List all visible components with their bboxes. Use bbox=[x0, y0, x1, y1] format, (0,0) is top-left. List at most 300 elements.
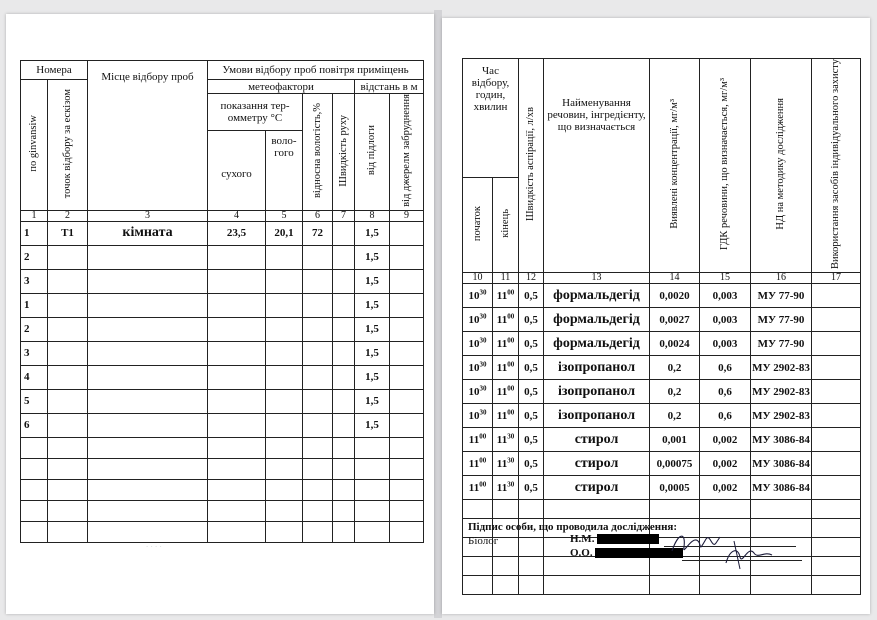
empty-cell bbox=[333, 458, 355, 479]
empty-cell bbox=[493, 500, 519, 519]
start-minute: 30 bbox=[479, 287, 487, 296]
empty-row bbox=[21, 458, 424, 479]
empty-cell bbox=[48, 437, 88, 458]
row-number: 2 bbox=[21, 245, 48, 269]
start-minute: 00 bbox=[479, 431, 487, 440]
dry-temperature bbox=[208, 245, 266, 269]
relative-humidity bbox=[303, 389, 333, 413]
column-number: 10 bbox=[463, 273, 493, 284]
empty-cell bbox=[355, 521, 390, 542]
header-found-conc: Виявлені концентрації, мг/м³ bbox=[668, 99, 680, 229]
empty-cell bbox=[700, 576, 751, 595]
empty-cell bbox=[390, 500, 424, 521]
ppe-usage bbox=[812, 356, 861, 380]
column-number: 4 bbox=[208, 210, 266, 221]
column-number: 5 bbox=[266, 210, 303, 221]
empty-cell bbox=[208, 458, 266, 479]
left-page bbox=[6, 14, 434, 614]
method-document: МУ 3086-84 bbox=[751, 452, 812, 476]
ppe-usage bbox=[812, 332, 861, 356]
empty-cell bbox=[519, 557, 544, 576]
dry-temperature bbox=[208, 293, 266, 317]
distance-from-source bbox=[390, 245, 424, 269]
air-speed bbox=[333, 221, 355, 245]
aspiration-speed: 0,5 bbox=[519, 428, 544, 452]
header-numbers: Номера bbox=[21, 61, 88, 80]
distance-from-source bbox=[390, 221, 424, 245]
row-number: 3 bbox=[21, 269, 48, 293]
row-number: 3 bbox=[21, 341, 48, 365]
method-document: МУ 77-90 bbox=[751, 332, 812, 356]
dry-temperature bbox=[208, 389, 266, 413]
result-row bbox=[463, 452, 861, 476]
signer-initials-1: Н.М. bbox=[570, 533, 595, 545]
gdk-value: 0,002 bbox=[700, 452, 751, 476]
empty-cell bbox=[48, 479, 88, 500]
height-from-floor: 1,5 bbox=[355, 413, 390, 437]
sampling-place bbox=[88, 245, 208, 269]
empty-cell bbox=[650, 576, 700, 595]
wet-temperature bbox=[266, 413, 303, 437]
distance-from-source bbox=[390, 269, 424, 293]
aspiration-speed: 0,5 bbox=[519, 476, 544, 500]
end-time bbox=[493, 356, 519, 380]
empty-cell bbox=[519, 500, 544, 519]
header-sketch-points: точок відбору за ескізом bbox=[61, 88, 73, 199]
sketch-point bbox=[48, 365, 88, 389]
wet-temperature: 20,1 bbox=[266, 221, 303, 245]
condition-row bbox=[21, 221, 424, 245]
end-hour: 11 bbox=[496, 481, 508, 494]
relative-humidity bbox=[303, 365, 333, 389]
air-speed bbox=[333, 317, 355, 341]
empty-cell bbox=[88, 500, 208, 521]
start-minute: 00 bbox=[479, 455, 487, 464]
empty-row bbox=[463, 576, 861, 595]
empty-cell bbox=[700, 500, 751, 519]
header-found-cell bbox=[650, 59, 700, 273]
empty-cell bbox=[333, 437, 355, 458]
header-sketch-cell bbox=[48, 80, 88, 211]
sampling-conditions-table bbox=[20, 60, 424, 543]
air-speed bbox=[333, 293, 355, 317]
empty-cell bbox=[21, 479, 48, 500]
sampling-place bbox=[88, 365, 208, 389]
signature-role: Біолог bbox=[468, 535, 499, 547]
condition-row bbox=[21, 269, 424, 293]
empty-cell bbox=[303, 500, 333, 521]
empty-cell bbox=[355, 437, 390, 458]
sampling-place bbox=[88, 269, 208, 293]
ppe-usage bbox=[812, 284, 861, 308]
end-minute: 30 bbox=[507, 431, 515, 440]
empty-cell bbox=[266, 437, 303, 458]
end-hour: 11 bbox=[496, 433, 508, 446]
result-row bbox=[463, 356, 861, 380]
air-speed bbox=[333, 413, 355, 437]
signer-initials-2: О.О. bbox=[570, 547, 593, 559]
height-from-floor: 1,5 bbox=[355, 245, 390, 269]
found-concentration: 0,2 bbox=[650, 380, 700, 404]
height-from-floor: 1,5 bbox=[355, 221, 390, 245]
condition-row bbox=[21, 341, 424, 365]
start-hour: 10 bbox=[468, 409, 480, 422]
header-end: кінець bbox=[499, 209, 511, 238]
header-from-source: від джерелм забруднення bbox=[400, 94, 412, 207]
column-number: 3 bbox=[88, 210, 208, 221]
header-air-speed-cell bbox=[333, 94, 355, 211]
header-humidity-cell bbox=[303, 94, 333, 211]
start-time bbox=[463, 476, 493, 500]
dry-temperature bbox=[208, 365, 266, 389]
end-time bbox=[493, 452, 519, 476]
height-from-floor: 1,5 bbox=[355, 293, 390, 317]
end-minute: 00 bbox=[507, 383, 515, 392]
start-hour: 10 bbox=[468, 385, 480, 398]
header-sampling-place: Місце відбору проб bbox=[88, 61, 208, 211]
start-time bbox=[463, 284, 493, 308]
air-speed bbox=[333, 365, 355, 389]
redacted-name-1 bbox=[597, 534, 659, 544]
start-time bbox=[463, 452, 493, 476]
sampling-place bbox=[88, 317, 208, 341]
empty-cell bbox=[519, 576, 544, 595]
condition-row bbox=[21, 245, 424, 269]
end-minute: 00 bbox=[507, 287, 515, 296]
wet-temperature bbox=[266, 389, 303, 413]
relative-humidity bbox=[303, 269, 333, 293]
start-hour: 10 bbox=[468, 289, 480, 302]
end-minute: 00 bbox=[507, 335, 515, 344]
result-row bbox=[463, 428, 861, 452]
handwritten-signature bbox=[668, 523, 778, 571]
empty-cell bbox=[21, 521, 48, 542]
condition-row bbox=[21, 317, 424, 341]
aspiration-speed: 0,5 bbox=[519, 284, 544, 308]
method-document: МУ 3086-84 bbox=[751, 476, 812, 500]
start-time bbox=[463, 308, 493, 332]
result-row bbox=[463, 332, 861, 356]
substance-name: ізопропанол bbox=[544, 380, 650, 404]
empty-cell bbox=[751, 576, 812, 595]
dry-temperature: 23,5 bbox=[208, 221, 266, 245]
column-number: 16 bbox=[751, 273, 812, 284]
substance-name: стирол bbox=[544, 476, 650, 500]
header-aspirator: Швидкість аспірації, л/хв bbox=[525, 107, 536, 222]
empty-cell bbox=[48, 458, 88, 479]
end-hour: 11 bbox=[496, 289, 508, 302]
header-humidity: відносна вологість,% bbox=[311, 102, 323, 198]
end-minute: 30 bbox=[507, 479, 515, 488]
row-number: 6 bbox=[21, 413, 48, 437]
empty-row bbox=[463, 500, 861, 519]
start-hour: 10 bbox=[468, 313, 480, 326]
empty-cell bbox=[88, 458, 208, 479]
sampling-place bbox=[88, 389, 208, 413]
condition-row bbox=[21, 389, 424, 413]
empty-cell bbox=[333, 479, 355, 500]
ppe-usage bbox=[812, 308, 861, 332]
empty-cell bbox=[493, 557, 519, 576]
ppe-usage bbox=[812, 428, 861, 452]
empty-cell bbox=[812, 576, 861, 595]
empty-cell bbox=[650, 500, 700, 519]
condition-row bbox=[21, 365, 424, 389]
end-hour: 11 bbox=[496, 457, 508, 470]
header-aspirator-cell bbox=[519, 59, 544, 273]
result-row bbox=[463, 284, 861, 308]
found-concentration: 0,0020 bbox=[650, 284, 700, 308]
start-hour: 11 bbox=[468, 457, 480, 470]
ppe-usage bbox=[812, 404, 861, 428]
start-hour: 11 bbox=[468, 433, 480, 446]
empty-cell bbox=[48, 521, 88, 542]
sampling-place: кімната bbox=[88, 221, 208, 245]
column-number: 11 bbox=[493, 273, 519, 284]
header-time: Час відбору, годин, хвилин bbox=[463, 59, 519, 178]
start-minute: 30 bbox=[479, 311, 487, 320]
empty-cell bbox=[21, 437, 48, 458]
signature-line-2 bbox=[570, 547, 683, 559]
empty-cell bbox=[493, 576, 519, 595]
end-time bbox=[493, 404, 519, 428]
column-number: 7 bbox=[333, 210, 355, 221]
header-air-speed: Швидкість руху bbox=[337, 114, 349, 187]
aspiration-speed: 0,5 bbox=[519, 308, 544, 332]
substance-name: формальдегід bbox=[544, 284, 650, 308]
gdk-value: 0,003 bbox=[700, 308, 751, 332]
empty-cell bbox=[266, 458, 303, 479]
empty-cell bbox=[390, 479, 424, 500]
empty-cell bbox=[355, 500, 390, 521]
distance-from-source bbox=[390, 341, 424, 365]
empty-cell bbox=[208, 437, 266, 458]
empty-cell bbox=[812, 557, 861, 576]
column-number: 1 bbox=[21, 210, 48, 221]
wet-temperature bbox=[266, 245, 303, 269]
relative-humidity bbox=[303, 341, 333, 365]
start-minute: 00 bbox=[479, 479, 487, 488]
air-speed bbox=[333, 341, 355, 365]
dry-temperature bbox=[208, 317, 266, 341]
results-table bbox=[462, 58, 861, 595]
empty-cell bbox=[812, 500, 861, 519]
end-time bbox=[493, 308, 519, 332]
end-time bbox=[493, 476, 519, 500]
relative-humidity bbox=[303, 293, 333, 317]
empty-cell bbox=[463, 576, 493, 595]
gdk-value: 0,002 bbox=[700, 476, 751, 500]
page-fold bbox=[434, 10, 442, 618]
header-dry: сухого bbox=[208, 130, 266, 210]
sketch-point bbox=[48, 245, 88, 269]
end-hour: 11 bbox=[496, 313, 508, 326]
found-concentration: 0,2 bbox=[650, 356, 700, 380]
bleed-through-text: . . . . bbox=[146, 539, 162, 549]
header-start: початок bbox=[471, 205, 483, 242]
gdk-value: 0,002 bbox=[700, 428, 751, 452]
relative-humidity bbox=[303, 245, 333, 269]
column-number: 8 bbox=[355, 210, 390, 221]
empty-row bbox=[21, 521, 424, 542]
sketch-point bbox=[48, 341, 88, 365]
header-floor-cell bbox=[355, 94, 390, 211]
empty-cell bbox=[303, 437, 333, 458]
column-numbers-row bbox=[463, 273, 861, 284]
column-number: 12 bbox=[519, 273, 544, 284]
end-minute: 00 bbox=[507, 311, 515, 320]
empty-cell bbox=[390, 437, 424, 458]
empty-cell bbox=[88, 437, 208, 458]
sketch-point bbox=[48, 317, 88, 341]
signature-caption: Підпис особи, що проводила дослідження: bbox=[468, 521, 678, 533]
end-hour: 11 bbox=[496, 361, 508, 374]
height-from-floor: 1,5 bbox=[355, 389, 390, 413]
empty-cell bbox=[266, 479, 303, 500]
substance-name: ізопропанол bbox=[544, 356, 650, 380]
aspiration-speed: 0,5 bbox=[519, 380, 544, 404]
empty-cell bbox=[266, 500, 303, 521]
sketch-point: T1 bbox=[48, 221, 88, 245]
column-number: 6 bbox=[303, 210, 333, 221]
substance-name: формальдегід bbox=[544, 308, 650, 332]
air-speed bbox=[333, 245, 355, 269]
header-ppe: Використання засобів індивідуального захисту bbox=[830, 59, 841, 270]
empty-row bbox=[21, 500, 424, 521]
result-row bbox=[463, 404, 861, 428]
empty-cell bbox=[390, 458, 424, 479]
sketch-point bbox=[48, 389, 88, 413]
empty-cell bbox=[208, 521, 266, 542]
relative-humidity bbox=[303, 413, 333, 437]
header-from-floor: від підлоги bbox=[366, 125, 377, 176]
start-hour: 11 bbox=[468, 481, 480, 494]
start-minute: 30 bbox=[479, 335, 487, 344]
empty-cell bbox=[208, 500, 266, 521]
start-time bbox=[463, 356, 493, 380]
end-minute: 30 bbox=[507, 455, 515, 464]
gdk-value: 0,6 bbox=[700, 404, 751, 428]
air-speed bbox=[333, 269, 355, 293]
sampling-place bbox=[88, 413, 208, 437]
method-document: МУ 77-90 bbox=[751, 308, 812, 332]
header-thermometer: показання тер-омметру °С bbox=[208, 94, 303, 131]
distance-from-source bbox=[390, 317, 424, 341]
found-concentration: 0,0005 bbox=[650, 476, 700, 500]
wet-temperature bbox=[266, 293, 303, 317]
header-source-cell bbox=[390, 94, 424, 211]
result-row bbox=[463, 308, 861, 332]
wet-temperature bbox=[266, 341, 303, 365]
condition-row bbox=[21, 413, 424, 437]
sketch-point bbox=[48, 269, 88, 293]
ppe-usage bbox=[812, 476, 861, 500]
empty-cell bbox=[333, 521, 355, 542]
empty-cell bbox=[812, 519, 861, 538]
start-minute: 30 bbox=[479, 407, 487, 416]
end-hour: 11 bbox=[496, 337, 508, 350]
found-concentration: 0,2 bbox=[650, 404, 700, 428]
aspiration-speed: 0,5 bbox=[519, 452, 544, 476]
height-from-floor: 1,5 bbox=[355, 269, 390, 293]
aspiration-speed: 0,5 bbox=[519, 332, 544, 356]
header-start-cell bbox=[463, 177, 493, 272]
empty-cell bbox=[544, 576, 650, 595]
height-from-floor: 1,5 bbox=[355, 317, 390, 341]
ppe-usage bbox=[812, 452, 861, 476]
header-distance: відстань в м bbox=[355, 80, 424, 94]
empty-cell bbox=[21, 500, 48, 521]
column-number: 9 bbox=[390, 210, 424, 221]
empty-cell bbox=[303, 458, 333, 479]
substance-name: ізопропанол bbox=[544, 404, 650, 428]
header-order: по ginvansiw bbox=[28, 115, 39, 172]
row-number: 1 bbox=[21, 293, 48, 317]
column-number: 17 bbox=[812, 273, 861, 284]
distance-from-source bbox=[390, 389, 424, 413]
distance-from-source bbox=[390, 413, 424, 437]
start-time bbox=[463, 332, 493, 356]
end-time bbox=[493, 380, 519, 404]
empty-cell bbox=[266, 521, 303, 542]
empty-cell bbox=[463, 500, 493, 519]
found-concentration: 0,001 bbox=[650, 428, 700, 452]
sketch-point bbox=[48, 413, 88, 437]
ppe-usage bbox=[812, 380, 861, 404]
header-conditions: Умови відбору проб повітря приміщень bbox=[208, 61, 424, 80]
dry-temperature bbox=[208, 341, 266, 365]
dry-temperature bbox=[208, 413, 266, 437]
sampling-place bbox=[88, 293, 208, 317]
wet-temperature bbox=[266, 269, 303, 293]
height-from-floor: 1,5 bbox=[355, 341, 390, 365]
end-hour: 11 bbox=[496, 385, 508, 398]
distance-from-source bbox=[390, 365, 424, 389]
header-order-cell bbox=[21, 80, 48, 211]
aspiration-speed: 0,5 bbox=[519, 404, 544, 428]
empty-cell bbox=[21, 458, 48, 479]
found-concentration: 0,0027 bbox=[650, 308, 700, 332]
empty-cell bbox=[88, 479, 208, 500]
column-number: 2 bbox=[48, 210, 88, 221]
column-number: 14 bbox=[650, 273, 700, 284]
empty-cell bbox=[355, 479, 390, 500]
aspiration-speed: 0,5 bbox=[519, 356, 544, 380]
end-time bbox=[493, 284, 519, 308]
column-number: 13 bbox=[544, 273, 650, 284]
empty-cell bbox=[463, 557, 493, 576]
found-concentration: 0,0024 bbox=[650, 332, 700, 356]
empty-cell bbox=[519, 538, 544, 557]
relative-humidity bbox=[303, 317, 333, 341]
height-from-floor: 1,5 bbox=[355, 365, 390, 389]
row-number: 5 bbox=[21, 389, 48, 413]
start-minute: 30 bbox=[479, 359, 487, 368]
header-substance-name: Найменування речовин, інгредієнту, що визначається bbox=[544, 59, 650, 273]
substance-name: формальдегід bbox=[544, 332, 650, 356]
empty-cell bbox=[751, 500, 812, 519]
empty-cell bbox=[48, 500, 88, 521]
column-number: 15 bbox=[700, 273, 751, 284]
empty-row bbox=[21, 479, 424, 500]
method-document: МУ 2902-83 bbox=[751, 356, 812, 380]
distance-from-source bbox=[390, 293, 424, 317]
header-gdk-cell bbox=[700, 59, 751, 273]
substance-name: стирол bbox=[544, 452, 650, 476]
header-wet: воло-гого bbox=[266, 130, 303, 210]
method-document: МУ 2902-83 bbox=[751, 404, 812, 428]
gdk-value: 0,6 bbox=[700, 380, 751, 404]
